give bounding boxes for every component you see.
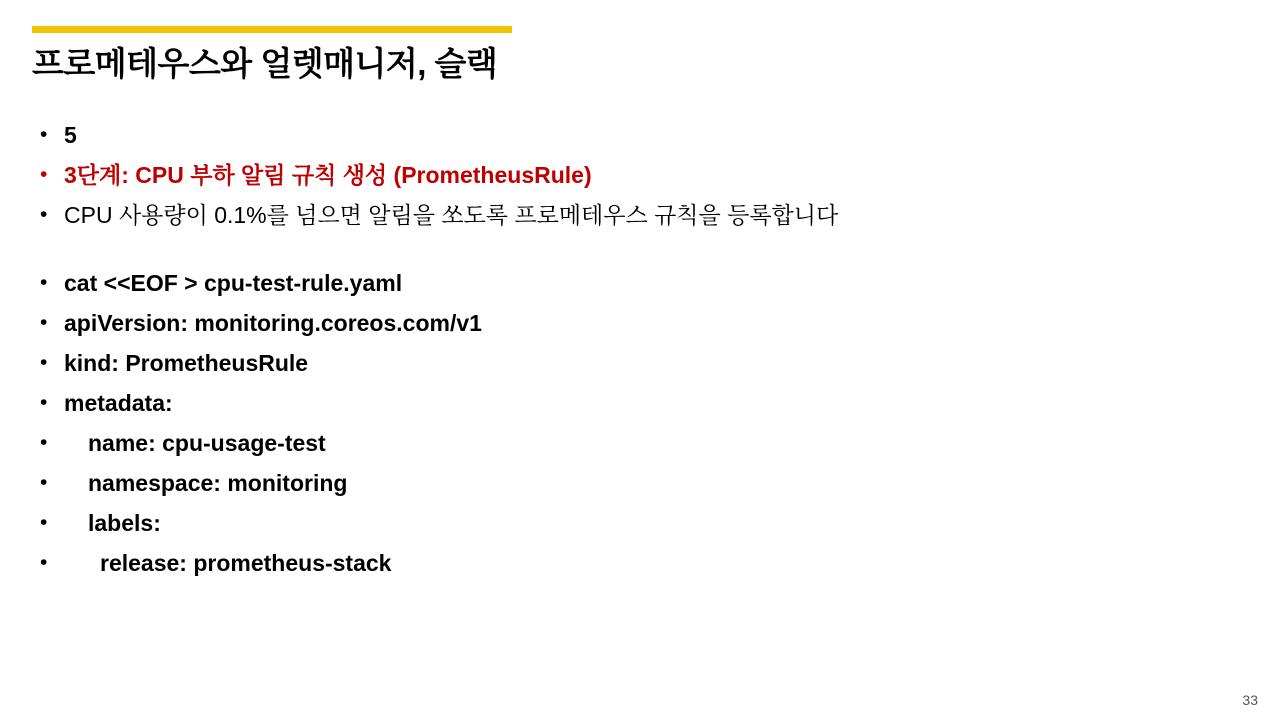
- bullet-icon: •: [40, 431, 48, 454]
- bullet-icon: •: [40, 511, 48, 534]
- list-item-label: apiVersion: monitoring.coreos.com/v1: [64, 310, 482, 336]
- list-item: [40, 343, 1220, 383]
- list-item: [40, 463, 1220, 503]
- list-item-label: CPU 사용량이 0.1%를 넘으면 알림을 쏘도록 프로메테우스 규칙을 등록합니다: [64, 202, 839, 228]
- bullet-icon: •: [40, 351, 48, 374]
- list-item-label: 3단계: CPU 부하 알림 규칙 생성 (PrometheusRule): [64, 162, 592, 188]
- list-item-label: name: cpu-usage-test: [88, 430, 326, 456]
- list-item-label: 5: [64, 122, 77, 148]
- list-item-label: cat <<EOF > cpu-test-rule.yaml: [64, 270, 403, 296]
- bullet-icon: •: [40, 163, 48, 186]
- title-accent-rule: [32, 26, 512, 33]
- list-item: [40, 195, 1220, 235]
- bullet-icon: •: [40, 123, 48, 146]
- list-item-label: release: prometheus-stack: [100, 550, 392, 576]
- list-item-label: labels:: [88, 510, 161, 536]
- bullet-list: [40, 115, 1220, 583]
- list-item: [40, 503, 1220, 543]
- list-item-label: namespace: monitoring: [88, 470, 348, 496]
- list-item: [40, 383, 1220, 423]
- list-item-label: kind: PrometheusRule: [64, 350, 309, 376]
- list-item: [40, 115, 1220, 155]
- bullet-icon: •: [40, 311, 48, 334]
- list-item: [40, 155, 1220, 195]
- bullet-icon: •: [40, 391, 48, 414]
- list-item-label: metadata:: [64, 390, 173, 416]
- bullet-icon: •: [40, 271, 48, 294]
- list-spacer: [40, 235, 1220, 263]
- page-number: 33: [1242, 692, 1258, 708]
- bullet-icon: •: [40, 471, 48, 494]
- page-title: 프로메테우스와 얼렛매니저, 슬랙: [32, 45, 498, 82]
- list-item: [40, 303, 1220, 343]
- bullet-icon: •: [40, 203, 48, 226]
- list-item: [40, 543, 1220, 583]
- list-item: [40, 423, 1220, 463]
- bullet-icon: •: [40, 551, 48, 574]
- list-item: [40, 263, 1220, 303]
